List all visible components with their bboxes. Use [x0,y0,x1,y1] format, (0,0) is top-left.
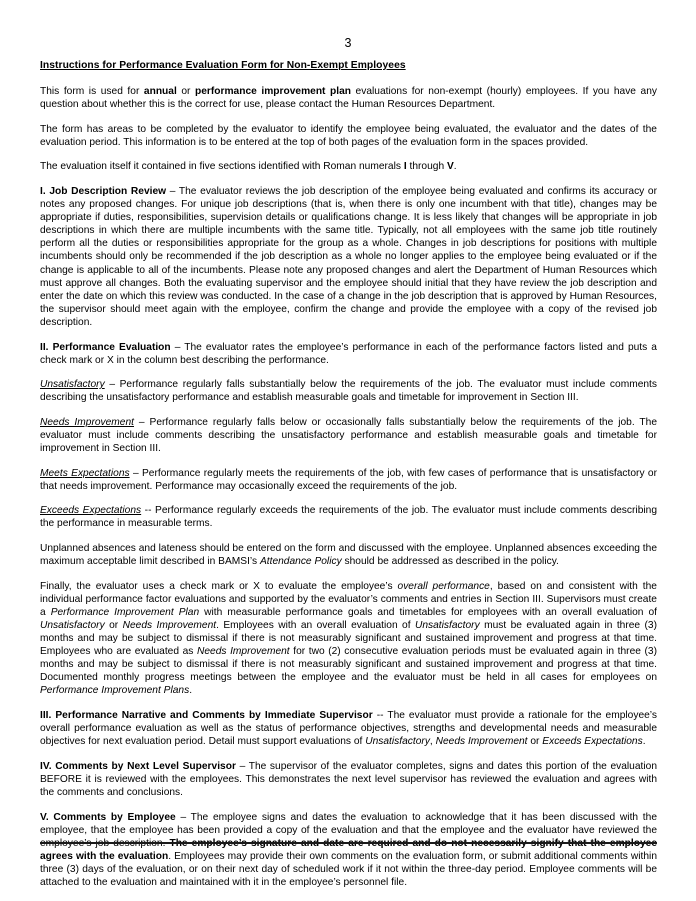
section-body: – The evaluator rates the employee’s performance in each of the performance factors listed and puts a check mark or X in the column best describing the performance. [40,341,657,366]
term-unsatisfactory: Unsatisfactory [414,620,480,631]
text-emphasis-numeral-one: I [403,161,407,173]
rating-needs-improvement [40,416,657,455]
term-pip-plural: Performance Improvement Plans [40,685,190,697]
text-run: through [406,161,447,173]
section-body: – The evaluator reviews the job description of the employee being evaluated and confirms its accuracy or notes any proposed changes. For unique job descriptions (that is, when there is only one incumbent with that title), changes may be appropriate if duties, responsibilities, supervision details or qualifications change. It is less likely that changes will be appropriate in job descriptions in which there are multiple incumbents with the same title. Typically, not all employees with the same job title routinely perform all the duties or responsibilities appropriate for the group as a whole. Changes in job descriptions for positions with multiple incumbents should only be recommended if the job description as a whole no longer applies to the employee being evaluated or if the change is applicable to all of the incumbents. Please note any proposed changes and alert the Department of Human Resources which must approve all changes. Both the evaluating supervisor and the employee should initial that they have review the job description and enter the date on which this review was conducted. In the case of a change in the job description that is approved by Human Resources, the supervisor should meet again with the employee, confirm the change and provide the employee with a copy of the revised job description. [40,185,658,328]
page-title: Instructions for Performance Evaluation Form for Non-Exempt Employees [40,60,406,71]
section-3-performance-narrative [40,709,657,748]
term-unsatisfactory: Unsatisfactory [40,620,105,631]
text-run: or [104,620,123,631]
rating-exceeds-expectations [40,504,657,530]
paragraph-form-areas: The form has areas to be completed by the evaluator to identify the employee being evaluated, the evaluator and the dates of the evaluation period. This information is to be entered at the top of both pages of the evaluation form in the spaces provided. [40,123,657,148]
rating-term: Unsatisfactory [40,379,105,391]
section-heading: V. Comments by Employee [40,811,176,823]
rating-unsatisfactory [40,378,657,404]
paragraph-overall-performance [40,580,657,698]
text-run: . [453,161,457,173]
section-body: . Employees may provide their own comments on the evaluation form, or submit additional comments within three (3) days of the evaluation, or on their next day of scheduled work if it not within the three-day period. Employee comments will be attached to the evaluation and maintained with it in the employee’s personnel file. [40,850,657,889]
text-run: , based on and consistent with the individual performance factor evaluations and supported by the evaluator’s comments and entries in Section III. Supervisors must create a [40,580,657,618]
text-run: , [429,736,436,748]
rating-term: Exceeds Expectations [40,505,142,517]
rating-term: Meets Expectations [40,467,130,479]
document-body [40,59,657,901]
text-run: Finally, the evaluator uses a check mark or X to evaluate the employee’s [40,580,398,592]
paragraph-intro-purpose [40,85,657,111]
rating-description: – Performance regularly falls substantially below the requirements of the job. The evaluator must include comments describing the unsatisfactory performance and establish measurable goals and timetable for improvement in Section III. [40,379,657,404]
text-run: . Employees with an overall evaluation of [216,620,415,631]
text-run: with measurable performance goals and timetables for employees with an overall evaluation of [199,606,657,618]
text-run: or [527,736,543,748]
term-needs-improvement: Needs Improvement [196,646,290,658]
text-run: This form is used for [40,86,144,97]
term-needs-improvement: Needs Improvement [122,620,217,631]
paragraph-unplanned-absences [40,542,657,568]
rating-description: -- Performance regularly exceeds the requirements of the job. The evaluator must include comments describing the performance in measurable terms. [40,505,657,530]
section-1-job-description-review [40,185,657,329]
paragraph-five-sections [40,160,657,173]
text-run: evaluations for non-exempt (hourly) employees. If you have any question about whether this is the correct for use, please contact the Human Resources Department. [40,86,657,111]
section-body: -- The evaluator must provide a rationale for the employee’s overall performance evaluation as well as the status of performance objectives, strengths and developmental needs and measurable objectives for next evaluation period. Detail must support evaluations of [40,710,658,748]
section-body: – The employee signs and dates the evaluation to acknowledge that it has been discussed with the employee, that the employee has been provided a copy of the evaluation and that the employee and the evaluator have reviewed the employee’s job description. [40,811,657,849]
text-emphasis-numeral-five: V [446,161,454,173]
text-run: . [189,685,193,697]
term-unsatisfactory: Unsatisfactory [365,736,430,748]
rating-term: Needs Improvement [40,416,134,428]
text-run: or [176,86,195,97]
rating-description: – Performance regularly falls below or occasionally falls substantially below the requirements of the job. The evaluator must include comments describing the unsatisfactory performance and establish measurable goals and timetable for improvement in Section III. [40,416,657,455]
policy-reference: Attendance Policy [259,556,342,568]
section-heading: II. Performance Evaluation [40,341,171,353]
section-heading: III. Performance Narrative and Comments by Immediate Supervisor [40,710,373,722]
text-emphasis-annual: annual [143,86,177,97]
section-heading: I. Job Description Review [40,185,167,197]
signature-requirement-emphasis: The employee’s signature and date are required and do not necessarily signify that the employee agrees with the evaluation [40,837,657,862]
term-needs-improvement: Needs Improvement [435,736,528,748]
text-run: . [642,736,646,748]
page-number: 3 [344,36,352,50]
text-run: Unplanned absences and lateness should be entered on the form and discussed with the employee. Unplanned absences exceeding the maximum acceptable limit described in BAMSI’s [40,543,657,568]
text-emphasis-pip: performance improvement plan [195,86,351,97]
section-4-next-level-supervisor [40,760,657,799]
term-exceeds-expectations: Exceeds Expectations [542,736,643,748]
text-run: must be evaluated again in three (3) months and may be subject to dismissal if there is not measurably significant and sustained improvement and progress at that time. Employees who are evaluated as [40,620,657,658]
section-heading: IV. Comments by Next Level Supervisor [40,760,236,772]
text-run: The evaluation itself it contained in five sections identified with Roman numerals [40,161,404,173]
term-pip: Performance Improvement Plan [50,606,200,618]
term-overall-performance: overall performance [397,580,490,592]
section-body: – The supervisor of the evaluator completes, signs and dates this portion of the evaluation BEFORE it is reviewed with the employees. This demonstrates the next level supervisor has reviewed the evaluation and agrees with the comments and conclusions. [40,760,657,799]
rating-meets-expectations [40,467,657,493]
section-5-comments-by-employee [40,811,657,890]
section-2-performance-evaluation [40,341,657,367]
rating-description: – Performance regularly meets the requirements of the job, with few cases of performance that is unsatisfactory or that needs improvement. Performance may occasionally exceed the requirements of the job. [40,467,657,492]
text-run: for two (2) consecutive evaluation periods must be evaluated again in three (3) months and may be subject to dismissal if there is not measurably significant and sustained improvement and progress at that time. Documented monthly progress meetings between the employee and the evaluator must be held in all cases for employees on [40,646,657,684]
text-run: should be addressed as described in the policy. [341,556,559,568]
footer-divider [40,842,657,844]
